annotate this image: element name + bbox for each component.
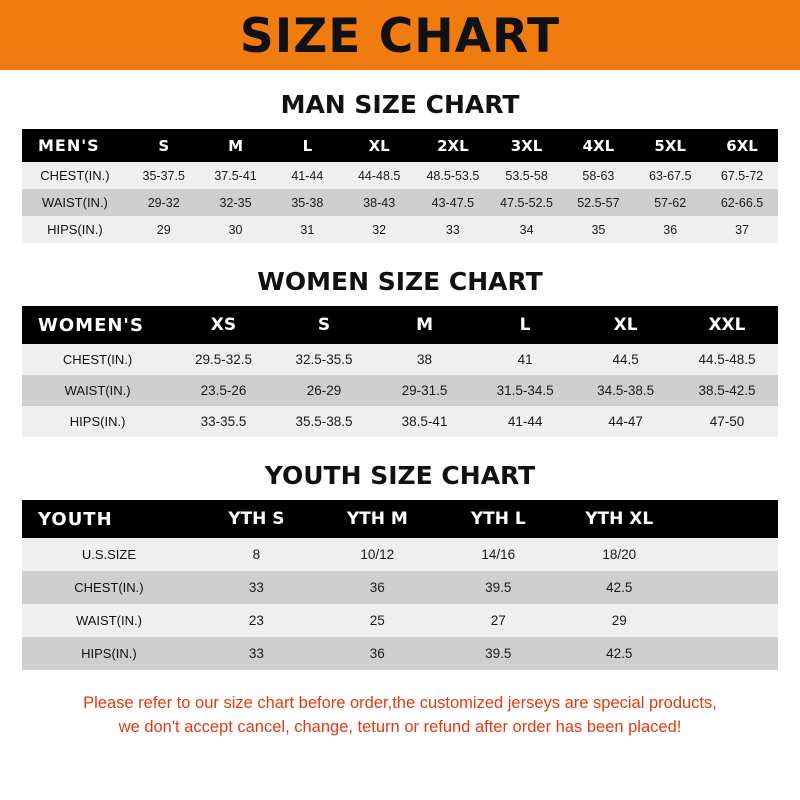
man-row-chest-label: CHEST(IN.)	[22, 162, 128, 189]
table-row	[22, 637, 778, 670]
man-waist-l: 35-38	[271, 189, 343, 216]
man-chest-s: 35-37.5	[128, 162, 200, 189]
youth-hips-xl: 42.5	[559, 637, 680, 670]
women-chest-xs: 29.5-32.5	[173, 344, 274, 375]
man-col-4xl: 4XL	[562, 129, 634, 162]
youth-size-table	[22, 500, 778, 670]
youth-ussize-s: 8	[196, 538, 317, 571]
women-waist-m: 29-31.5	[374, 375, 475, 406]
man-size-table	[22, 129, 778, 243]
table-header-row	[22, 129, 778, 162]
youth-col-empty	[680, 500, 778, 538]
youth-ussize-empty	[680, 538, 778, 571]
youth-hips-empty	[680, 637, 778, 670]
man-col-6xl: 6XL	[706, 129, 778, 162]
women-waist-s: 26-29	[274, 375, 375, 406]
youth-row-waist-label: WAIST(IN.)	[22, 604, 196, 637]
women-row-waist-label: WAIST(IN.)	[22, 375, 173, 406]
man-col-5xl: 5XL	[634, 129, 706, 162]
youth-chest-l: 39.5	[438, 571, 559, 604]
man-hips-2xl: 33	[415, 216, 491, 243]
table-row	[22, 216, 778, 243]
chart-content	[0, 90, 800, 740]
table-row	[22, 604, 778, 637]
man-waist-2xl: 43-47.5	[415, 189, 491, 216]
youth-waist-m: 25	[317, 604, 438, 637]
women-hips-l: 41-44	[475, 406, 576, 437]
women-chest-xxl: 44.5-48.5	[676, 344, 778, 375]
man-col-l: L	[271, 129, 343, 162]
table-row	[22, 189, 778, 216]
youth-row-chest-label: CHEST(IN.)	[22, 571, 196, 604]
man-col-2xl: 2XL	[415, 129, 491, 162]
notice-line-1: Please refer to our size chart before order,the customized jerseys are special products,	[83, 694, 717, 712]
table-header-row	[22, 306, 778, 344]
youth-ussize-l: 14/16	[438, 538, 559, 571]
header-banner	[0, 0, 800, 70]
women-waist-xxl: 38.5-42.5	[676, 375, 778, 406]
women-col-m: M	[374, 306, 475, 344]
women-col-xs: XS	[173, 306, 274, 344]
youth-col-l: YTH L	[438, 500, 559, 538]
youth-section-title: YOUTH SIZE CHART	[264, 461, 536, 490]
man-waist-xl: 38-43	[343, 189, 415, 216]
youth-hips-s: 33	[196, 637, 317, 670]
man-hips-6xl: 37	[706, 216, 778, 243]
man-waist-6xl: 62-66.5	[706, 189, 778, 216]
youth-col-xl: YTH XL	[559, 500, 680, 538]
man-hips-4xl: 35	[562, 216, 634, 243]
man-chest-4xl: 58-63	[562, 162, 634, 189]
man-hips-l: 31	[271, 216, 343, 243]
man-col-xl: XL	[343, 129, 415, 162]
man-col-3xl: 3XL	[491, 129, 563, 162]
women-header-label: WOMEN'S	[22, 306, 173, 344]
man-waist-s: 29-32	[128, 189, 200, 216]
youth-ussize-xl: 18/20	[559, 538, 680, 571]
women-size-table	[22, 306, 778, 437]
youth-hips-m: 36	[317, 637, 438, 670]
youth-row-hips-label: HIPS(IN.)	[22, 637, 196, 670]
women-col-xxl: XXL	[676, 306, 778, 344]
table-row	[22, 344, 778, 375]
man-chest-xl: 44-48.5	[343, 162, 415, 189]
women-hips-xs: 33-35.5	[173, 406, 274, 437]
man-col-s: S	[128, 129, 200, 162]
table-row	[22, 538, 778, 571]
man-waist-m: 32-35	[200, 189, 272, 216]
man-chest-3xl: 53.5-58	[491, 162, 563, 189]
man-hips-3xl: 34	[491, 216, 563, 243]
man-chest-l: 41-44	[271, 162, 343, 189]
man-col-m: M	[200, 129, 272, 162]
man-chest-2xl: 48.5-53.5	[415, 162, 491, 189]
women-waist-xs: 23.5-26	[173, 375, 274, 406]
man-chest-5xl: 63-67.5	[634, 162, 706, 189]
women-col-xl: XL	[575, 306, 676, 344]
man-hips-s: 29	[128, 216, 200, 243]
youth-header-label: YOUTH	[22, 500, 196, 538]
women-chest-s: 32.5-35.5	[274, 344, 375, 375]
order-notice	[22, 692, 778, 740]
youth-waist-s: 23	[196, 604, 317, 637]
table-header-row	[22, 500, 778, 538]
youth-chest-s: 33	[196, 571, 317, 604]
women-chest-xl: 44.5	[575, 344, 676, 375]
youth-waist-xl: 29	[559, 604, 680, 637]
man-waist-5xl: 57-62	[634, 189, 706, 216]
youth-row-ussize-label: U.S.SIZE	[22, 538, 196, 571]
women-chest-m: 38	[374, 344, 475, 375]
youth-waist-l: 27	[438, 604, 559, 637]
women-section-title: WOMEN SIZE CHART	[257, 267, 543, 296]
youth-chest-empty	[680, 571, 778, 604]
table-row	[22, 162, 778, 189]
women-chest-l: 41	[475, 344, 576, 375]
page-title: SIZE CHART	[239, 8, 561, 64]
women-col-l: L	[475, 306, 576, 344]
man-hips-xl: 32	[343, 216, 415, 243]
man-waist-4xl: 52.5-57	[562, 189, 634, 216]
man-row-hips-label: HIPS(IN.)	[22, 216, 128, 243]
man-row-waist-label: WAIST(IN.)	[22, 189, 128, 216]
youth-waist-empty	[680, 604, 778, 637]
women-row-chest-label: CHEST(IN.)	[22, 344, 173, 375]
youth-chest-m: 36	[317, 571, 438, 604]
youth-ussize-m: 10/12	[317, 538, 438, 571]
youth-hips-l: 39.5	[438, 637, 559, 670]
youth-col-s: YTH S	[196, 500, 317, 538]
man-hips-m: 30	[200, 216, 272, 243]
man-section-title: MAN SIZE CHART	[280, 90, 520, 119]
youth-col-m: YTH M	[317, 500, 438, 538]
man-waist-3xl: 47.5-52.5	[491, 189, 563, 216]
man-chest-6xl: 67.5-72	[706, 162, 778, 189]
women-hips-s: 35.5-38.5	[274, 406, 375, 437]
women-col-s: S	[274, 306, 375, 344]
man-header-label: MEN'S	[22, 129, 128, 162]
women-row-hips-label: HIPS(IN.)	[22, 406, 173, 437]
women-hips-m: 38.5-41	[374, 406, 475, 437]
youth-chest-xl: 42.5	[559, 571, 680, 604]
table-row	[22, 406, 778, 437]
women-waist-xl: 34.5-38.5	[575, 375, 676, 406]
man-hips-5xl: 36	[634, 216, 706, 243]
man-chest-m: 37.5-41	[200, 162, 272, 189]
women-waist-l: 31.5-34.5	[475, 375, 576, 406]
women-hips-xxl: 47-50	[676, 406, 778, 437]
women-hips-xl: 44-47	[575, 406, 676, 437]
table-row	[22, 375, 778, 406]
table-row	[22, 571, 778, 604]
notice-line-2: we don't accept cancel, change, teturn or refund after order has been placed!	[118, 717, 682, 736]
